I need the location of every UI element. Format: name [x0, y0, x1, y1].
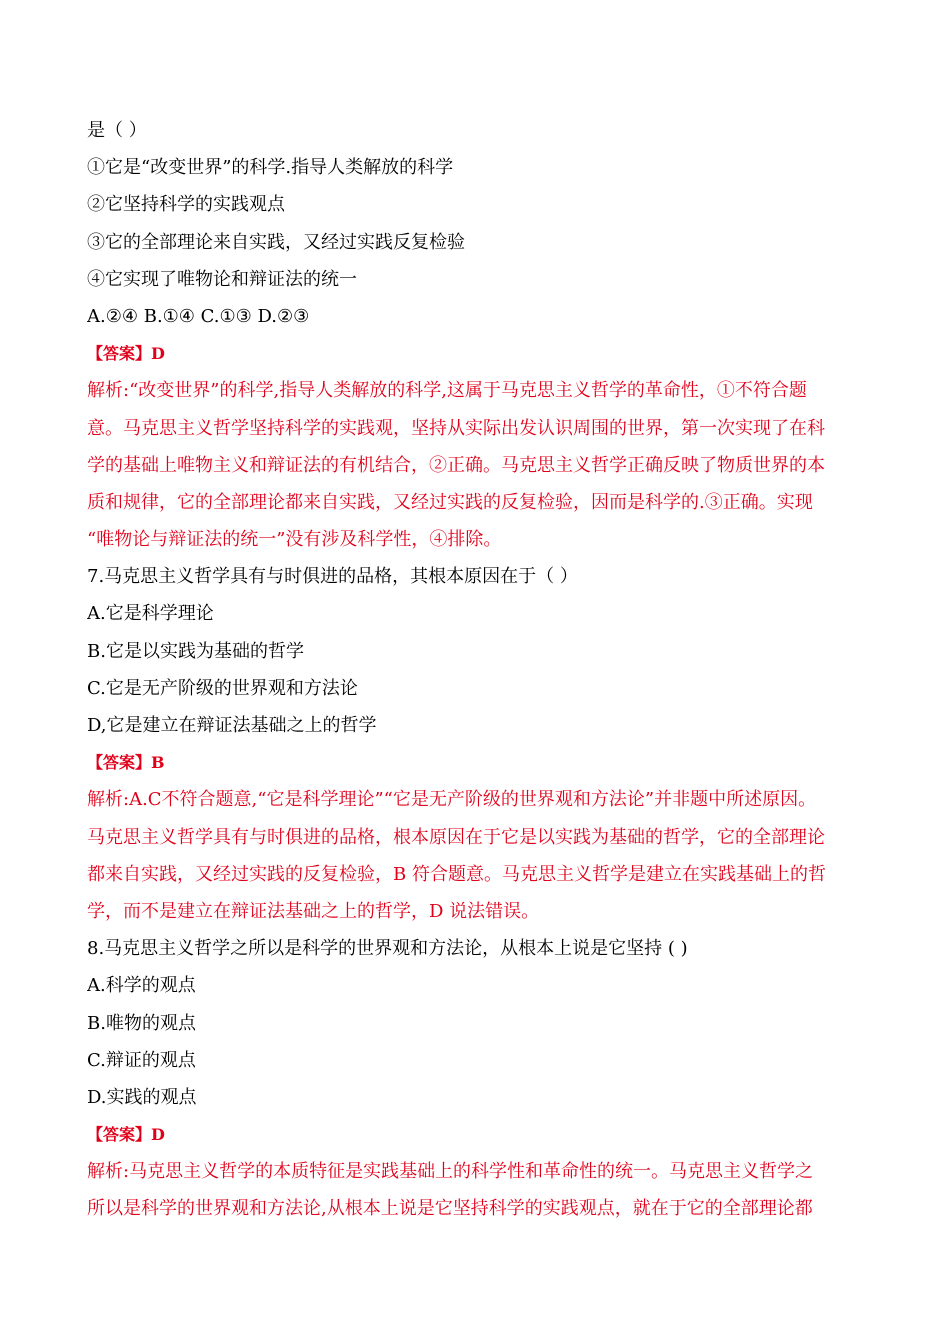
q7-stem: 7.马克思主义哲学具有与时俱进的品格，其根本原因在于（ ）	[87, 566, 578, 588]
q8-analysis-line: 所以是科学的世界观和方法论,从根本上说是它坚持科学的实践观点，就在于它的全部理论都	[87, 1198, 813, 1220]
q7-analysis-line: 都来自实践，又经过实践的反复检验，B 符合题意。马克思主义哲学是建立在实践基础上的哲	[87, 863, 826, 885]
q7-analysis	[87, 781, 869, 930]
q7-analysis-line: 解析:A.C不符合题意,“它是科学理论”“它是无产阶级的世界观和方法论”并非题中所述原因。	[87, 789, 817, 811]
q7-analysis-line: 学，而不是建立在辩证法基础之上的哲学，D 说法错误。	[87, 900, 540, 922]
q6-analysis-line: 解析:“改变世界”的科学,指导人类解放的科学,这属于马克思主义哲学的革命性，①不符合题	[87, 380, 807, 402]
q8-option-a: A.科学的观点	[87, 975, 196, 997]
q7-analysis-line: 马克思主义哲学具有与时俱进的品格，根本原因在于它是以实践为基础的哲学，它的全部理论	[87, 826, 825, 848]
q6-answer: 【答案】D	[87, 344, 165, 364]
q8-stem: 8.马克思主义哲学之所以是科学的世界观和方法论，从根本上说是它坚持 ( )	[87, 938, 688, 960]
q6-choices: A.②④ B.①④ C.①③ D.②③	[87, 305, 310, 327]
q7-option-a: A.它是科学理论	[87, 603, 214, 625]
q6-analysis	[87, 372, 869, 558]
q6-analysis-line: 质和规律，它的全部理论都来自实践，又经过实践的反复检验，因而是科学的.③正确。实现	[87, 491, 813, 513]
q7-option-d: D,它是建立在辩证法基础之上的哲学	[87, 715, 377, 736]
q6-analysis-line: “唯物论与辩证法的统一”没有涉及科学性，④排除。	[87, 529, 502, 551]
q7-option-b: B.它是以实践为基础的哲学	[87, 640, 304, 662]
q8-option-c: C.辩证的观点	[87, 1049, 196, 1071]
q6-option-2: ②它坚持科学的实践观点	[87, 194, 285, 216]
q8-option-d: D.实践的观点	[87, 1086, 197, 1108]
q8-answer: 【答案】D	[87, 1125, 165, 1145]
q6-option-4: ④它实现了唯物论和辩证法的统一	[87, 268, 357, 290]
q8-analysis	[87, 1153, 869, 1227]
q6-analysis-line: 学的基础上唯物主义和辩证法的有机结合，②正确。马克思主义哲学正确反映了物质世界的本	[87, 454, 825, 476]
q6-option-3: ③它的全部理论来自实践，又经过实践反复检验	[87, 231, 465, 253]
q7-option-c: C.它是无产阶级的世界观和方法论	[87, 677, 358, 699]
q7-answer: 【答案】B	[87, 753, 165, 773]
q8-option-b: B.唯物的观点	[87, 1012, 196, 1034]
q6-option-1: ①它是“改变世界”的科学.指导人类解放的科学	[87, 157, 454, 179]
q8-analysis-line: 解析:马克思主义哲学的本质特征是实践基础上的科学性和革命性的统一。马克思主义哲学之	[87, 1161, 814, 1183]
q6-analysis-line: 意。马克思主义哲学坚持科学的实践观，坚持从实际出发认识周围的世界，第一次实现了在科	[87, 417, 825, 439]
document-content	[87, 112, 869, 1228]
q6-stem-tail: 是（ ）	[87, 120, 147, 141]
